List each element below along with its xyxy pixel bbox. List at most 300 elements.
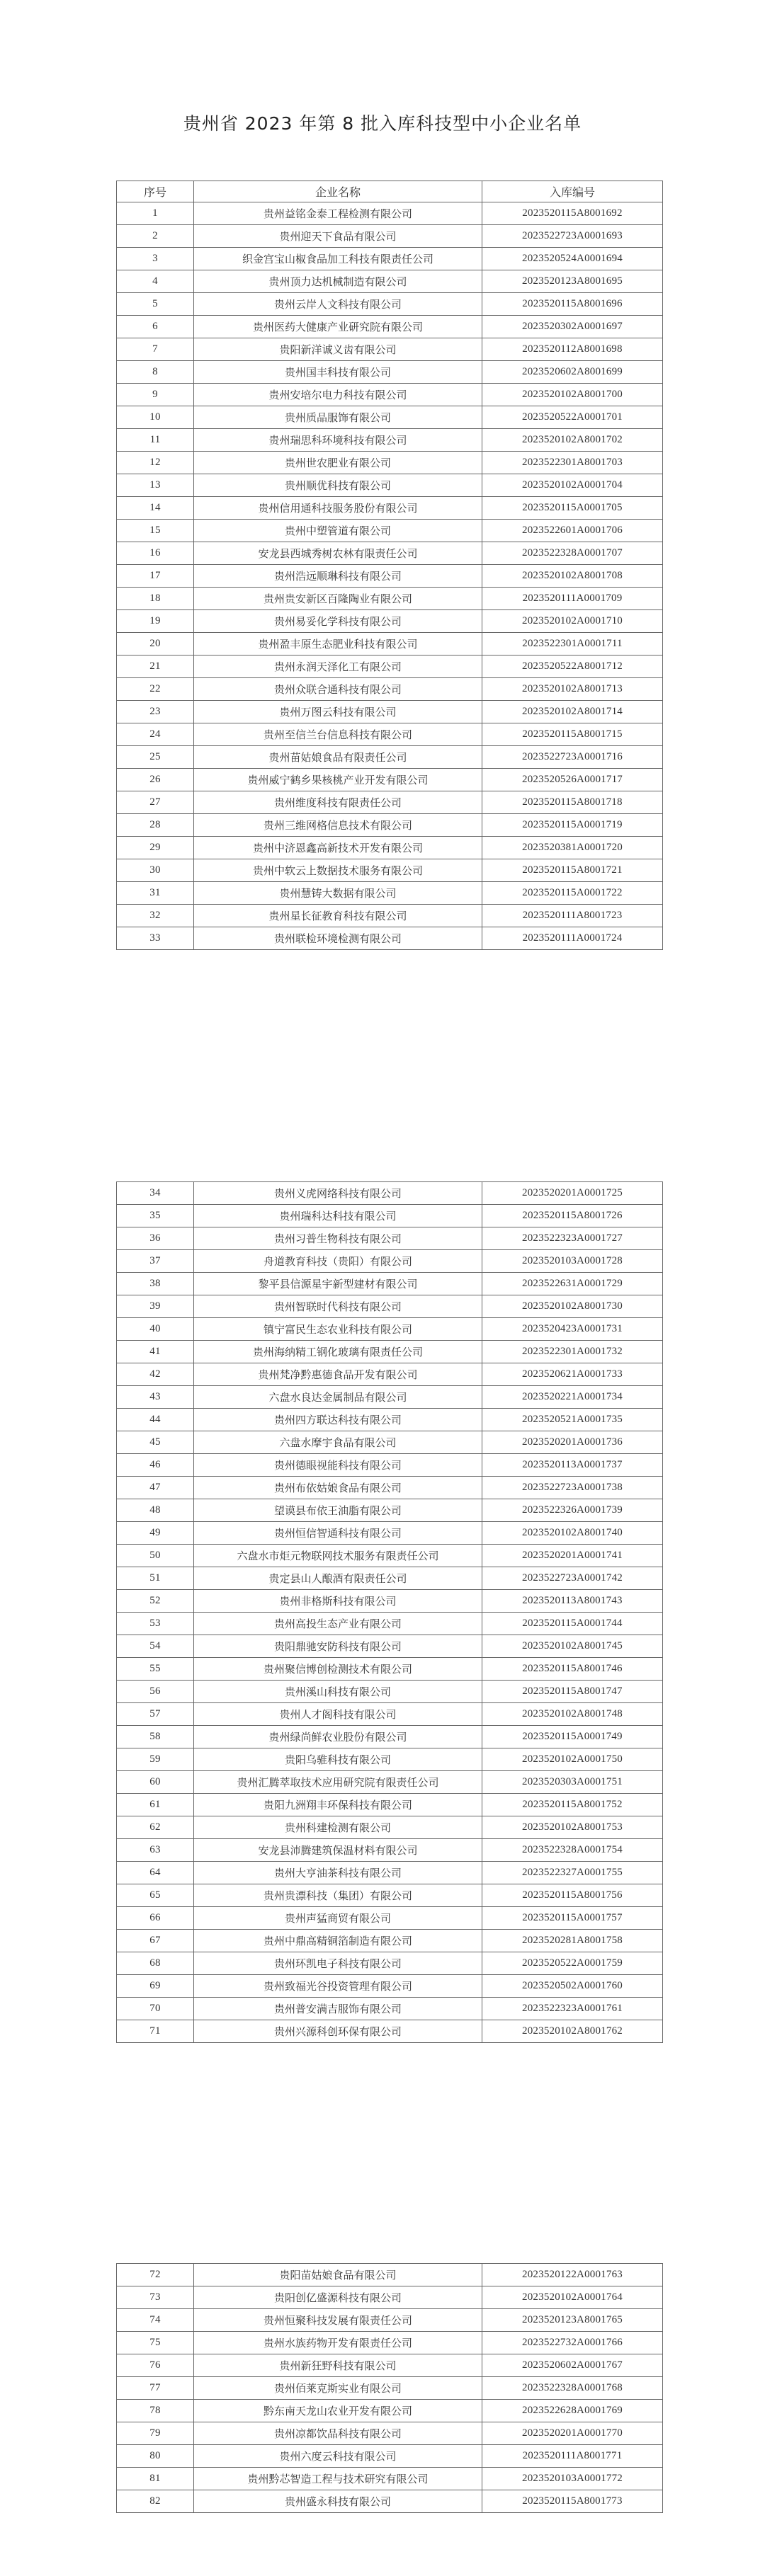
company-name: 贵州星长征教育科技有限公司 <box>194 905 482 927</box>
table-row <box>117 1748 663 1771</box>
registration-code: 2023520281A8001758 <box>482 1930 663 1952</box>
row-index: 67 <box>117 1930 194 1952</box>
table-row <box>117 1454 663 1477</box>
table-row <box>117 202 663 225</box>
row-index: 17 <box>117 565 194 588</box>
company-name: 贵州万图云科技有限公司 <box>194 701 482 723</box>
registration-code: 2023520522A0001759 <box>482 1952 663 1975</box>
table-row <box>117 723 663 746</box>
row-index: 46 <box>117 1454 194 1477</box>
company-name: 贵州贵安新区百隆陶业有限公司 <box>194 588 482 610</box>
registration-code: 2023522301A0001711 <box>482 633 663 656</box>
row-index: 6 <box>117 316 194 338</box>
registration-code: 2023520102A8001714 <box>482 701 663 723</box>
row-index: 39 <box>117 1295 194 1318</box>
table-row <box>117 361 663 384</box>
company-name: 贵州迎天下食品有限公司 <box>194 225 482 248</box>
row-index: 75 <box>117 2332 194 2354</box>
company-name: 贵州瑞科达科技有限公司 <box>194 1205 482 1227</box>
company-name: 贵州普安满吉服饰有限公司 <box>194 1998 482 2020</box>
company-name: 望谟县布依王油脂有限公司 <box>194 1499 482 1522</box>
registration-code: 2023520102A0001710 <box>482 610 663 633</box>
row-index: 61 <box>117 1794 194 1816</box>
registration-code: 2023522601A0001706 <box>482 520 663 542</box>
row-index: 29 <box>117 837 194 859</box>
company-name: 贵州德眼视能科技有限公司 <box>194 1454 482 1477</box>
company-name: 贵州海纳精工钢化玻璃有限责任公司 <box>194 1341 482 1363</box>
registration-code: 2023520115A0001749 <box>482 1726 663 1748</box>
company-name: 黎平县信源星宇新型建材有限公司 <box>194 1273 482 1295</box>
row-index: 31 <box>117 882 194 905</box>
company-name: 镇宁富民生态农业科技有限公司 <box>194 1318 482 1341</box>
table-row <box>117 1409 663 1431</box>
company-name: 贵州益铭金泰工程检测有限公司 <box>194 202 482 225</box>
table-row <box>117 293 663 316</box>
table-row <box>117 1658 663 1681</box>
company-name: 贵州习普生物科技有限公司 <box>194 1227 482 1250</box>
row-index: 28 <box>117 814 194 837</box>
company-name: 贵州医药大健康产业研究院有限公司 <box>194 316 482 338</box>
company-name: 贵州信用通科技服务股份有限公司 <box>194 497 482 520</box>
company-name: 贵州四方联达科技有限公司 <box>194 1409 482 1431</box>
row-index: 44 <box>117 1409 194 1431</box>
row-index: 33 <box>117 927 194 950</box>
registration-code: 2023522631A0001729 <box>482 1273 663 1295</box>
table-row <box>117 1816 663 1839</box>
registration-code: 2023522301A8001703 <box>482 452 663 474</box>
table-row <box>117 1839 663 1862</box>
row-index: 76 <box>117 2354 194 2377</box>
row-index: 62 <box>117 1816 194 1839</box>
table-header-row <box>117 181 663 202</box>
registration-code: 2023520115A0001744 <box>482 1613 663 1635</box>
row-index: 35 <box>117 1205 194 1227</box>
row-index: 7 <box>117 338 194 361</box>
row-index: 34 <box>117 1182 194 1205</box>
row-index: 57 <box>117 1703 194 1726</box>
row-index: 20 <box>117 633 194 656</box>
row-index: 40 <box>117 1318 194 1341</box>
row-index: 30 <box>117 859 194 882</box>
row-index: 1 <box>117 202 194 225</box>
company-name: 贵州梵净黔惠德食品开发有限公司 <box>194 1363 482 1386</box>
company-name: 贵州黔芯智造工程与技术研究有限公司 <box>194 2468 482 2490</box>
table-row <box>117 837 663 859</box>
table-row <box>117 2354 663 2377</box>
row-index: 51 <box>117 1567 194 1590</box>
table-row <box>117 610 663 633</box>
registration-code: 2023520102A8001745 <box>482 1635 663 1658</box>
table-row <box>117 565 663 588</box>
row-index: 37 <box>117 1250 194 1273</box>
row-index: 50 <box>117 1545 194 1567</box>
company-name: 贵州智联时代科技有限公司 <box>194 1295 482 1318</box>
registration-code: 2023522301A0001732 <box>482 1341 663 1363</box>
table-row <box>117 452 663 474</box>
table-row <box>117 1273 663 1295</box>
company-name: 贵州环凯电子科技有限公司 <box>194 1952 482 1975</box>
company-name: 贵定县山人酿酒有限责任公司 <box>194 1567 482 1590</box>
table-row <box>117 2264 663 2286</box>
row-index: 47 <box>117 1477 194 1499</box>
registration-code: 2023520201A0001725 <box>482 1182 663 1205</box>
table-row <box>117 882 663 905</box>
company-name: 安龙县西城秀树农林有限责任公司 <box>194 542 482 565</box>
table-row <box>117 270 663 293</box>
row-index: 11 <box>117 429 194 452</box>
row-index: 77 <box>117 2377 194 2400</box>
company-name: 贵州汇腾萃取技术应用研究院有限责任公司 <box>194 1771 482 1794</box>
table-row <box>117 1726 663 1748</box>
registration-code: 2023520302A0001697 <box>482 316 663 338</box>
company-name: 贵州世农肥业有限公司 <box>194 452 482 474</box>
registration-code: 2023520381A0001720 <box>482 837 663 859</box>
row-index: 18 <box>117 588 194 610</box>
table-row <box>117 905 663 927</box>
registration-code: 2023522723A0001738 <box>482 1477 663 1499</box>
row-index: 16 <box>117 542 194 565</box>
row-index: 43 <box>117 1386 194 1409</box>
company-name: 六盘水市炬元物联网技术服务有限责任公司 <box>194 1545 482 1567</box>
registration-code: 2023520102A0001764 <box>482 2286 663 2309</box>
registration-code: 2023520102A8001700 <box>482 384 663 406</box>
row-index: 79 <box>117 2422 194 2445</box>
row-index: 78 <box>117 2400 194 2422</box>
registration-code: 2023520102A0001750 <box>482 1748 663 1771</box>
registration-code: 2023520102A8001713 <box>482 678 663 701</box>
registration-code: 2023520115A8001692 <box>482 202 663 225</box>
table-row <box>117 1431 663 1454</box>
row-index: 48 <box>117 1499 194 1522</box>
company-name: 贵州科建检测有限公司 <box>194 1816 482 1839</box>
registration-code: 2023520122A0001763 <box>482 2264 663 2286</box>
table-row <box>117 1703 663 1726</box>
company-table-page-2 <box>116 1181 663 2043</box>
company-name: 贵州盛永科技有限公司 <box>194 2490 482 2513</box>
company-name: 贵州义虎网络科技有限公司 <box>194 1182 482 1205</box>
company-name: 贵州高投生态产业有限公司 <box>194 1613 482 1635</box>
company-name: 贵州聚信博创检测技术有限公司 <box>194 1658 482 1681</box>
registration-code: 2023520123A8001765 <box>482 2309 663 2332</box>
row-index: 74 <box>117 2309 194 2332</box>
company-name: 贵阳苗姑娘食品有限公司 <box>194 2264 482 2286</box>
registration-code: 2023522323A0001761 <box>482 1998 663 2020</box>
company-name: 贵州众联合通科技有限公司 <box>194 678 482 701</box>
row-index: 66 <box>117 1907 194 1930</box>
company-name: 六盘水摩宇食品有限公司 <box>194 1431 482 1454</box>
registration-code: 2023520502A0001760 <box>482 1975 663 1998</box>
registration-code: 2023520115A0001757 <box>482 1907 663 1930</box>
table-row <box>117 1386 663 1409</box>
company-name: 六盘水良达金属制品有限公司 <box>194 1386 482 1409</box>
row-index: 22 <box>117 678 194 701</box>
row-index: 70 <box>117 1998 194 2020</box>
table-row <box>117 406 663 429</box>
table-row <box>117 1182 663 1205</box>
row-index: 2 <box>117 225 194 248</box>
table-row <box>117 1205 663 1227</box>
table-row <box>117 2422 663 2445</box>
registration-code: 2023520522A0001701 <box>482 406 663 429</box>
company-name: 贵州声猛商贸有限公司 <box>194 1907 482 1930</box>
row-index: 24 <box>117 723 194 746</box>
registration-code: 2023522723A0001742 <box>482 1567 663 1590</box>
company-name: 贵州瑞思科环境科技有限公司 <box>194 429 482 452</box>
row-index: 5 <box>117 293 194 316</box>
registration-code: 2023520621A0001733 <box>482 1363 663 1386</box>
table-row <box>117 1477 663 1499</box>
company-name: 贵州绿尚鲜农业股份有限公司 <box>194 1726 482 1748</box>
row-index: 52 <box>117 1590 194 1613</box>
registration-code: 2023522732A0001766 <box>482 2332 663 2354</box>
company-name: 贵州中软云上数据技术服务有限公司 <box>194 859 482 882</box>
registration-code: 2023520115A8001696 <box>482 293 663 316</box>
company-name: 贵州贵漂科技（集团）有限公司 <box>194 1884 482 1907</box>
table-row <box>117 814 663 837</box>
registration-code: 2023520115A8001752 <box>482 1794 663 1816</box>
row-index: 82 <box>117 2490 194 2513</box>
row-index: 26 <box>117 769 194 791</box>
row-index: 15 <box>117 520 194 542</box>
company-name: 贵州凉都饮品科技有限公司 <box>194 2422 482 2445</box>
registration-code: 2023520113A0001737 <box>482 1454 663 1477</box>
company-name: 贵州浩远顺琳科技有限公司 <box>194 565 482 588</box>
company-name: 贵州维度科技有限责任公司 <box>194 791 482 814</box>
company-name: 贵阳乌骓科技有限公司 <box>194 1748 482 1771</box>
row-index: 54 <box>117 1635 194 1658</box>
row-index: 55 <box>117 1658 194 1681</box>
row-index: 72 <box>117 2264 194 2286</box>
table-row <box>117 927 663 950</box>
table-row <box>117 2400 663 2422</box>
row-index: 14 <box>117 497 194 520</box>
table-row <box>117 429 663 452</box>
registration-code: 2023520201A0001770 <box>482 2422 663 2445</box>
row-index: 81 <box>117 2468 194 2490</box>
registration-code: 2023522326A0001739 <box>482 1499 663 1522</box>
table-row <box>117 1998 663 2020</box>
company-name: 贵州人才阁科技有限公司 <box>194 1703 482 1726</box>
company-name: 贵州非格斯科技有限公司 <box>194 1590 482 1613</box>
table-row <box>117 1862 663 1884</box>
company-name: 贵州永润天泽化工有限公司 <box>194 656 482 678</box>
row-index: 8 <box>117 361 194 384</box>
row-index: 71 <box>117 2020 194 2043</box>
table-row <box>117 701 663 723</box>
registration-code: 2023520115A8001726 <box>482 1205 663 1227</box>
company-name: 贵州溪山科技有限公司 <box>194 1681 482 1703</box>
table-row <box>117 678 663 701</box>
row-index: 10 <box>117 406 194 429</box>
company-name: 舟道教育科技（贵阳）有限公司 <box>194 1250 482 1273</box>
company-name: 贵州易妥化学科技有限公司 <box>194 610 482 633</box>
company-name: 贵州顶力达机械制造有限公司 <box>194 270 482 293</box>
table-row <box>117 1499 663 1522</box>
registration-code: 2023520201A0001741 <box>482 1545 663 1567</box>
table-row <box>117 497 663 520</box>
registration-code: 2023520102A8001753 <box>482 1816 663 1839</box>
row-index: 27 <box>117 791 194 814</box>
registration-code: 2023520115A0001722 <box>482 882 663 905</box>
registration-code: 2023520111A0001724 <box>482 927 663 950</box>
table-row <box>117 2020 663 2043</box>
table-row <box>117 1250 663 1273</box>
registration-code: 2023520103A0001728 <box>482 1250 663 1273</box>
header-registration-code: 入库编号 <box>482 181 663 202</box>
table-row <box>117 316 663 338</box>
registration-code: 2023520102A8001730 <box>482 1295 663 1318</box>
registration-code: 2023522328A0001768 <box>482 2377 663 2400</box>
row-index: 21 <box>117 656 194 678</box>
registration-code: 2023520115A8001718 <box>482 791 663 814</box>
registration-code: 2023520602A0001767 <box>482 2354 663 2377</box>
registration-code: 2023522723A0001716 <box>482 746 663 769</box>
registration-code: 2023522628A0001769 <box>482 2400 663 2422</box>
table-row <box>117 2468 663 2490</box>
row-index: 45 <box>117 1431 194 1454</box>
company-name: 贵州中济恩鑫高新技术开发有限公司 <box>194 837 482 859</box>
company-table-page-3 <box>116 2263 663 2513</box>
registration-code: 2023520115A0001719 <box>482 814 663 837</box>
registration-code: 2023520102A8001702 <box>482 429 663 452</box>
row-index: 32 <box>117 905 194 927</box>
table-row <box>117 2286 663 2309</box>
row-index: 65 <box>117 1884 194 1907</box>
table-row <box>117 656 663 678</box>
registration-code: 2023520102A8001740 <box>482 1522 663 1545</box>
registration-code: 2023520423A0001731 <box>482 1318 663 1341</box>
table-row <box>117 1771 663 1794</box>
company-name: 黔东南天龙山农业开发有限公司 <box>194 2400 482 2422</box>
table-row <box>117 1545 663 1567</box>
registration-code: 2023520201A0001736 <box>482 1431 663 1454</box>
row-index: 80 <box>117 2445 194 2468</box>
row-index: 53 <box>117 1613 194 1635</box>
row-index: 49 <box>117 1522 194 1545</box>
table-row <box>117 1884 663 1907</box>
company-name: 贵州国丰科技有限公司 <box>194 361 482 384</box>
company-name: 贵州水族药物开发有限责任公司 <box>194 2332 482 2354</box>
registration-code: 2023520521A0001735 <box>482 1409 663 1431</box>
company-name: 贵州云岸人文科技有限公司 <box>194 293 482 316</box>
registration-code: 2023522327A0001755 <box>482 1862 663 1884</box>
company-name: 贵州质品服饰有限公司 <box>194 406 482 429</box>
company-name: 贵州六度云科技有限公司 <box>194 2445 482 2468</box>
table-row <box>117 769 663 791</box>
table-row <box>117 1341 663 1363</box>
company-name: 贵州佰莱克斯实业有限公司 <box>194 2377 482 2400</box>
row-index: 41 <box>117 1341 194 1363</box>
registration-code: 2023520111A8001771 <box>482 2445 663 2468</box>
registration-code: 2023520115A0001705 <box>482 497 663 520</box>
table-row <box>117 1522 663 1545</box>
registration-code: 2023522328A0001754 <box>482 1839 663 1862</box>
company-name: 贵州新狂野科技有限公司 <box>194 2354 482 2377</box>
registration-code: 2023520115A8001773 <box>482 2490 663 2513</box>
row-index: 56 <box>117 1681 194 1703</box>
company-name: 贵州联检环境检测有限公司 <box>194 927 482 950</box>
table-row <box>117 474 663 497</box>
row-index: 36 <box>117 1227 194 1250</box>
table-row <box>117 1363 663 1386</box>
table-row <box>117 1635 663 1658</box>
row-index: 19 <box>117 610 194 633</box>
registration-code: 2023520102A0001704 <box>482 474 663 497</box>
registration-code: 2023522723A0001693 <box>482 225 663 248</box>
company-name: 织金宫宝山椒食品加工科技有限责任公司 <box>194 248 482 270</box>
table-row <box>117 791 663 814</box>
table-row <box>117 746 663 769</box>
registration-code: 2023520112A8001698 <box>482 338 663 361</box>
table-row <box>117 1794 663 1816</box>
registration-code: 2023520113A8001743 <box>482 1590 663 1613</box>
row-index: 73 <box>117 2286 194 2309</box>
table-row <box>117 2332 663 2354</box>
company-name: 贵州至信兰台信息科技有限公司 <box>194 723 482 746</box>
table-row <box>117 248 663 270</box>
row-index: 63 <box>117 1839 194 1862</box>
company-name: 贵州慧铸大数据有限公司 <box>194 882 482 905</box>
company-name: 贵州布依姑娘食品有限公司 <box>194 1477 482 1499</box>
table-row <box>117 1227 663 1250</box>
registration-code: 2023520115A8001721 <box>482 859 663 882</box>
row-index: 23 <box>117 701 194 723</box>
company-name: 贵阳鼎驰安防科技有限公司 <box>194 1635 482 1658</box>
table-row <box>117 384 663 406</box>
row-index: 58 <box>117 1726 194 1748</box>
table-row <box>117 1930 663 1952</box>
company-name: 贵州三维网格信息技术有限公司 <box>194 814 482 837</box>
registration-code: 2023520602A8001699 <box>482 361 663 384</box>
table-row <box>117 1318 663 1341</box>
table-row <box>117 225 663 248</box>
row-index: 3 <box>117 248 194 270</box>
table-row <box>117 520 663 542</box>
row-index: 64 <box>117 1862 194 1884</box>
registration-code: 2023520115A8001747 <box>482 1681 663 1703</box>
table-row <box>117 338 663 361</box>
registration-code: 2023520102A8001748 <box>482 1703 663 1726</box>
company-name: 贵阳九洲翔丰环保科技有限公司 <box>194 1794 482 1816</box>
table-row <box>117 1295 663 1318</box>
company-name: 贵州恒信智通科技有限公司 <box>194 1522 482 1545</box>
table-row <box>117 1590 663 1613</box>
row-index: 9 <box>117 384 194 406</box>
row-index: 59 <box>117 1748 194 1771</box>
registration-code: 2023520303A0001751 <box>482 1771 663 1794</box>
registration-code: 2023520221A0001734 <box>482 1386 663 1409</box>
company-name: 贵阳创亿盛源科技有限公司 <box>194 2286 482 2309</box>
company-name: 贵州中塑管道有限公司 <box>194 520 482 542</box>
company-name: 贵州中鼎高精铜箔制造有限公司 <box>194 1930 482 1952</box>
row-index: 25 <box>117 746 194 769</box>
registration-code: 2023520524A0001694 <box>482 248 663 270</box>
company-name: 安龙县沛腾建筑保温材料有限公司 <box>194 1839 482 1862</box>
table-row <box>117 1975 663 1998</box>
registration-code: 2023520102A8001762 <box>482 2020 663 2043</box>
page-title: 贵州省 2023 年第 8 批入库科技型中小企业名单 <box>183 113 582 134</box>
registration-code: 2023520526A0001717 <box>482 769 663 791</box>
company-name: 贵州安培尔电力科技有限公司 <box>194 384 482 406</box>
company-name: 贵州盈丰原生态肥业科技有限公司 <box>194 633 482 656</box>
registration-code: 2023520522A8001712 <box>482 656 663 678</box>
row-index: 42 <box>117 1363 194 1386</box>
row-index: 69 <box>117 1975 194 1998</box>
company-name: 贵阳新洋诚义齿有限公司 <box>194 338 482 361</box>
table-row <box>117 1952 663 1975</box>
table-row <box>117 2490 663 2513</box>
table-row <box>117 2377 663 2400</box>
